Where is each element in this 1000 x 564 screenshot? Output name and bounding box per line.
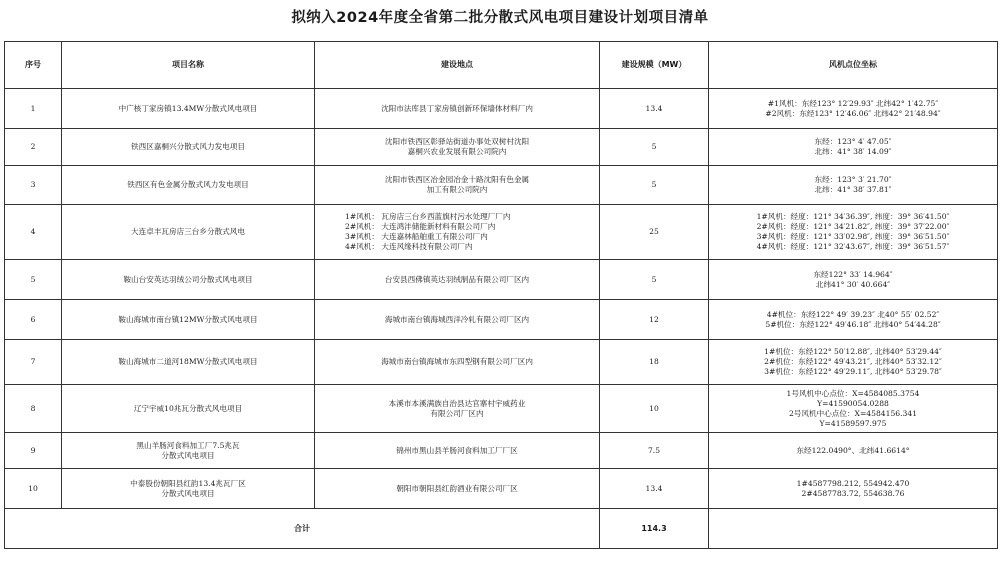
location-cell bbox=[315, 260, 600, 300]
project-name-line: 鞍山台安英达羽绒公司分散式风电项目 bbox=[123, 274, 253, 284]
coords-line: 东经：123° 3′ 21.70″ bbox=[814, 175, 892, 184]
table-row bbox=[5, 300, 998, 340]
coords-line: 1#风机：经度：121° 34′36.39″, 纬度：39° 36′41.50″ bbox=[756, 212, 950, 221]
project-name-line: 分散式风电项目 bbox=[161, 488, 215, 498]
location-line: 本溪市本溪满族自治县达官寨村宇威药业 bbox=[388, 398, 526, 408]
project-name-line: 鞍山海城市二道河18MW分散式风电项目 bbox=[118, 357, 258, 366]
location-cell bbox=[315, 205, 600, 260]
project-name-line: 分散式风电项目 bbox=[161, 450, 215, 460]
page-title: 拟纳入2024年度全省第二批分散式风电项目建设计划项目清单 bbox=[291, 10, 709, 26]
row-number-cell: 6 bbox=[5, 300, 62, 340]
project-name-line: 中广核丁家房镇13.4MW分散式风电项目 bbox=[118, 103, 258, 113]
location-line: 嘉桐兴农业发展有限公司院内 bbox=[407, 147, 507, 156]
location-cell bbox=[315, 300, 600, 340]
location-line: 沈阳市铁西区彰驿站街道办事处双树村沈阳 bbox=[384, 137, 530, 146]
coords-cell bbox=[709, 300, 998, 340]
coords-line: 5#机位：东经122° 49′46.18″ 北纬40° 54′44.28″ bbox=[765, 319, 941, 329]
column-header-location: 建设地点 bbox=[315, 42, 600, 89]
coords-line: 东经122° 33′ 14.964″ bbox=[813, 269, 893, 279]
scale-cell: 25 bbox=[600, 205, 709, 260]
table-row bbox=[5, 205, 998, 260]
location-line: 海城市南台镇海城西洋冷轧有限公司厂区内 bbox=[384, 314, 530, 324]
coords-cell bbox=[709, 166, 998, 205]
row-number-cell: 4 bbox=[5, 205, 62, 260]
coords-line: 3#风机：经度：121° 33′02.98″, 纬度：39° 36′51.50″ bbox=[756, 232, 950, 241]
project-table bbox=[4, 41, 998, 549]
total-row bbox=[5, 509, 998, 549]
row-number-cell: 8 bbox=[5, 385, 62, 433]
location-cell bbox=[315, 129, 600, 166]
row-number-cell: 5 bbox=[5, 260, 62, 300]
project-name-cell bbox=[62, 129, 315, 166]
scale-cell: 7.5 bbox=[600, 433, 709, 469]
coords-line: 1#机位：东经122° 50′12.88″, 北纬40° 53′29.44″ bbox=[764, 347, 942, 356]
location-line: 2#风机： 大连鸿沣储能新材料有限公司厂内 bbox=[345, 222, 496, 231]
scale-cell: 18 bbox=[600, 340, 709, 385]
coords-line: Y=41590054.0288 bbox=[817, 398, 889, 408]
project-name-line: 铁西区有色金属分散式风力发电项目 bbox=[127, 180, 249, 189]
coords-line: 3#机位：东经122° 49′29.11″, 北纬40° 53′29.78″ bbox=[764, 367, 942, 376]
location-line: 3#风机： 大连嘉林船舶重工有限公司厂内 bbox=[345, 232, 488, 241]
project-name-cell bbox=[62, 340, 315, 385]
project-name-cell bbox=[62, 205, 315, 260]
project-name-cell bbox=[62, 300, 315, 340]
location-cell bbox=[315, 340, 600, 385]
table-row bbox=[5, 166, 998, 205]
coords-line: 东经：123° 4′ 47.05″ bbox=[814, 137, 892, 146]
row-number-cell: 9 bbox=[5, 433, 62, 469]
location-cell bbox=[315, 166, 600, 205]
coords-line: 1号风机中心点位：X=4584085.3754 bbox=[786, 388, 920, 398]
project-name-cell bbox=[62, 166, 315, 205]
location-cell bbox=[315, 433, 600, 469]
location-line: 海城市南台镇海城市东四型钢有限公司厂区内 bbox=[381, 357, 533, 366]
row-number-cell: 7 bbox=[5, 340, 62, 385]
scale-cell: 5 bbox=[600, 129, 709, 166]
coords-line: 东经122.0490°、北纬41.6614° bbox=[796, 445, 910, 455]
coords-cell bbox=[709, 260, 998, 300]
location-line: 加工有限公司院内 bbox=[426, 185, 488, 194]
scale-cell: 5 bbox=[600, 260, 709, 300]
table-row bbox=[5, 260, 998, 300]
location-line: 1#风机： 瓦房店三台乡西蓝旗村污水处理厂厂内 bbox=[345, 212, 511, 221]
table-row bbox=[5, 433, 998, 469]
project-name-line: 铁西区嘉桐兴分散式风力发电项目 bbox=[131, 142, 245, 151]
coords-cell bbox=[709, 205, 998, 260]
coords-line: 2号风机中心点位：X=4584156.341 bbox=[788, 408, 918, 418]
project-name-cell bbox=[62, 433, 315, 469]
scale-cell: 13.4 bbox=[600, 89, 709, 129]
scale-cell: 13.4 bbox=[600, 469, 709, 509]
table-row bbox=[5, 129, 998, 166]
scale-cell: 12 bbox=[600, 300, 709, 340]
column-header-scale: 建设规模（MW） bbox=[600, 42, 709, 89]
row-number-cell: 3 bbox=[5, 166, 62, 205]
total-empty-cell bbox=[709, 509, 998, 549]
table-row bbox=[5, 89, 998, 129]
location-cell bbox=[315, 89, 600, 129]
coords-line: 2#4587783.72, 554638.76 bbox=[801, 488, 905, 498]
coords-cell bbox=[709, 340, 998, 385]
project-name-cell bbox=[62, 260, 315, 300]
location-line: 台安县西佛镇英达羽绒制品有限公司厂区内 bbox=[384, 274, 530, 284]
total-value: 114.3 bbox=[600, 509, 709, 549]
table-row bbox=[5, 340, 998, 385]
project-name-line: 辽宁宇威10兆瓦分散式风电项目 bbox=[133, 403, 243, 413]
scale-cell: 5 bbox=[600, 166, 709, 205]
column-header-no: 序号 bbox=[5, 42, 62, 89]
project-name-cell bbox=[62, 385, 315, 433]
project-name-cell bbox=[62, 89, 315, 129]
coords-line: 4#机位：东经122° 49′ 39.23″ 北40° 55′ 02.52″ bbox=[766, 309, 940, 319]
project-name-cell bbox=[62, 469, 315, 509]
coords-line: 北纬：41° 38′ 37.81″ bbox=[814, 185, 892, 194]
coords-cell bbox=[709, 89, 998, 129]
table-row bbox=[5, 385, 998, 433]
table-header-row bbox=[5, 42, 998, 89]
row-number-cell: 2 bbox=[5, 129, 62, 166]
coords-line: #2风机：东经123° 12′46.06″ 北纬42° 21′48.94″ bbox=[765, 108, 941, 118]
row-number-cell: 10 bbox=[5, 469, 62, 509]
location-line: 朝阳市朝阳县红韵酒业有限公司厂区 bbox=[396, 483, 518, 493]
coords-cell bbox=[709, 469, 998, 509]
location-line: 4#风机： 大连风缘科技有限公司厂内 bbox=[345, 242, 473, 251]
scale-cell: 10 bbox=[600, 385, 709, 433]
location-cell bbox=[315, 385, 600, 433]
project-name-line: 大连卓丰瓦房店三台乡分散式风电 bbox=[131, 227, 245, 236]
coords-cell bbox=[709, 129, 998, 166]
project-name-line: 黑山羊肠河食料加工厂7.5兆瓦 bbox=[136, 440, 240, 450]
location-line: 沈阳市法库县丁家房镇创新环保墙体材料厂内 bbox=[381, 103, 533, 113]
coords-line: 1#4587798.212, 554942.470 bbox=[796, 478, 910, 488]
location-line: 有限公司厂区内 bbox=[430, 408, 484, 418]
project-name-line: 鞍山海城市南台镇12MW分散式风电项目 bbox=[118, 314, 258, 324]
location-cell bbox=[315, 469, 600, 509]
coords-line: 2#风机：经度：121° 34′21.82″, 纬度：39° 37′22.00″ bbox=[756, 222, 950, 231]
location-line: 沈阳市铁西区冶金园冶金十路沈阳有色金属 bbox=[384, 175, 530, 184]
coords-line: Y=41589597.975 bbox=[819, 418, 887, 428]
coords-line: 4#风机：经度：121° 32′43.67″, 纬度：39° 36′51.57″ bbox=[756, 242, 950, 251]
project-name-line: 中泰股份朝阳县红韵13.4兆瓦厂区 bbox=[130, 478, 246, 488]
coords-line: #1风机：东经123° 12′29.93″ 北纬42° 1′42.75″ bbox=[767, 98, 939, 108]
coords-line: 北纬41° 30′ 40.664″ bbox=[815, 279, 891, 289]
coords-line: 2#机位：东经122° 49′43.21″, 北纬40° 53′32.12″ bbox=[764, 357, 942, 366]
location-line: 锦州市黑山县羊肠河食料加工厂厂区 bbox=[396, 445, 518, 455]
coords-cell bbox=[709, 433, 998, 469]
coords-line: 北纬：41° 38′ 14.09″ bbox=[814, 147, 892, 156]
total-label: 合计 bbox=[5, 509, 600, 549]
table-row bbox=[5, 469, 998, 509]
row-number-cell: 1 bbox=[5, 89, 62, 129]
column-header-name: 项目名称 bbox=[62, 42, 315, 89]
coords-cell bbox=[709, 385, 998, 433]
column-header-coords: 风机点位坐标 bbox=[709, 42, 998, 89]
